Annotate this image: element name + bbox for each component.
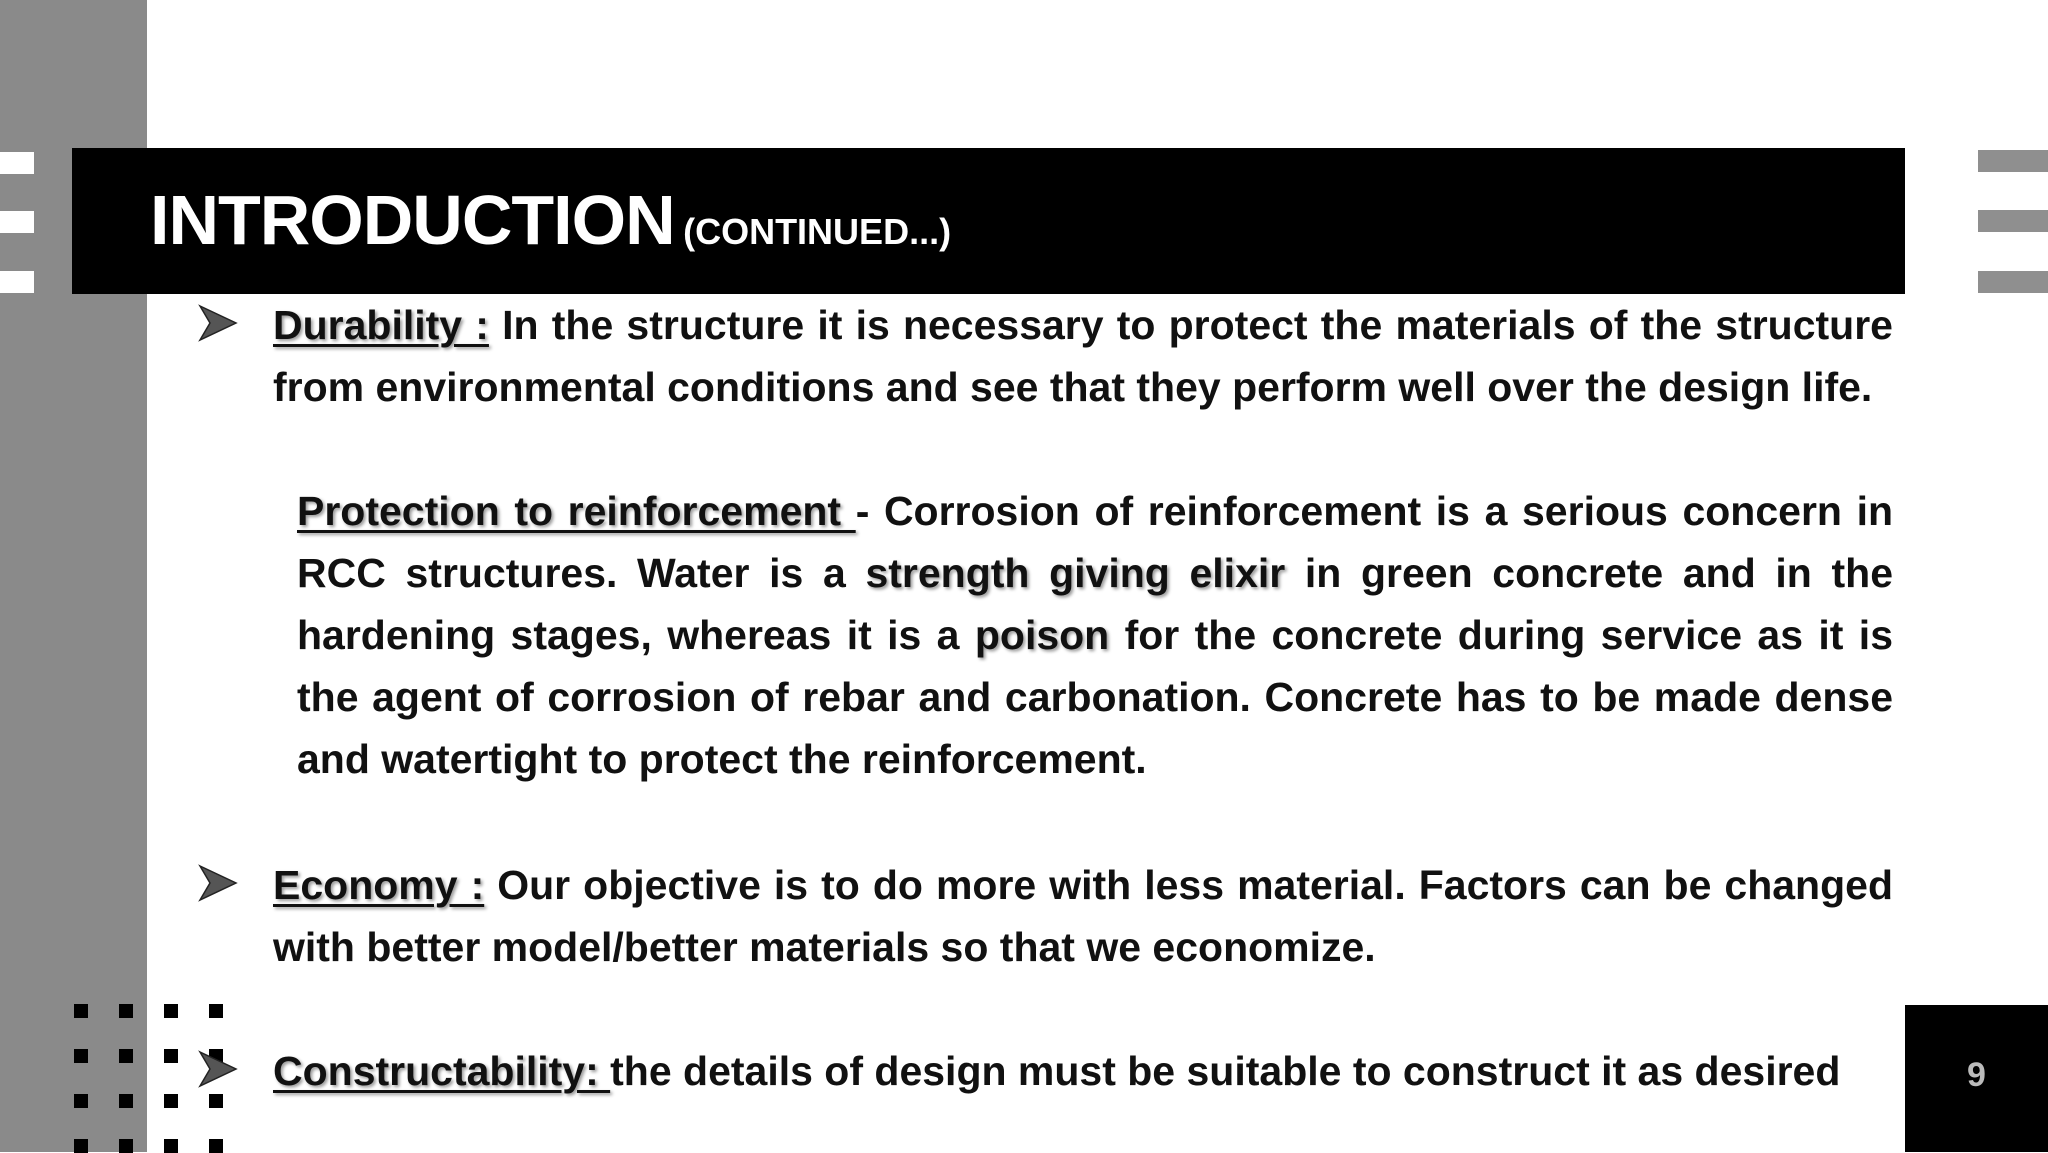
arrowhead-bullet-icon [196,862,238,904]
term-durability: Durability : [273,302,489,348]
page-number: 9 [1967,1056,1986,1094]
protection-text-2: in green concrete and in the hardening stages, whereas it is a [297,550,1894,658]
arrowhead-bullet-icon [196,1048,238,1090]
title-suffix: (CONTINUED...) [683,211,952,252]
term-constructability: Constructability: [273,1048,611,1094]
bullet-durability [273,294,1893,418]
protection-text-3: for the concrete during service as it is the agent of corrosion of rebar and carbonation. Concrete has to be made dense and watertight to protect the reinforcement. [297,612,1893,782]
highlight-poison: poison [974,612,1110,658]
highlight-strength-elixir: strength giving elixir [865,550,1286,596]
right-stripe-3 [1978,271,2048,293]
term-economy: Economy : [273,862,485,908]
constructability-text: the details of design must be suitable to construct it as desired [610,1048,1841,1094]
bullet-constructability [273,1040,1893,1102]
left-stripe-1 [0,152,34,174]
term-protection: Protection to reinforcement [297,488,856,534]
economy-text: Our objective is to do more with less material. Factors can be changed with better model/better materials so that we economize. [273,862,1893,970]
protection-text-1: - Corrosion of reinforcement is a serious concern in RCC structures. Water is a [297,488,1894,596]
left-stripe-2 [0,211,34,233]
bullet-economy [273,854,1893,978]
durability-text: In the structure it is necessary to protect the materials of the structure from environmental conditions and see that they perform well over the design life. [273,302,1893,410]
subparagraph-protection [297,480,1893,790]
right-stripe-2 [1978,210,2048,232]
title-main: INTRODUCTION [150,181,675,259]
page-title [150,180,951,260]
right-stripe-1 [1978,150,2048,172]
left-stripe-3 [0,271,34,293]
arrowhead-bullet-icon [196,302,238,344]
